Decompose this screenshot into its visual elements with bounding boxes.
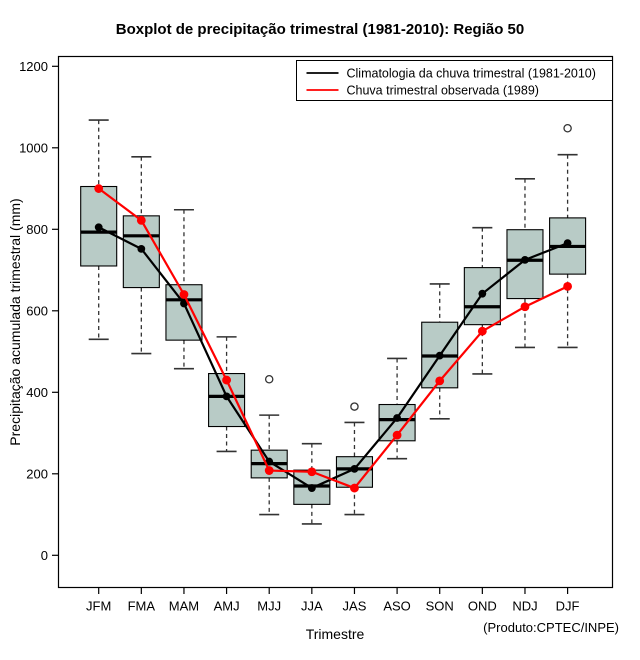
climatology-point	[223, 392, 231, 400]
iqr-box	[507, 230, 543, 299]
boxplot-JAS	[336, 403, 372, 515]
y-tick-label: 400	[26, 384, 48, 400]
climatology-point	[393, 414, 401, 422]
observed-point	[521, 302, 530, 311]
x-tick-label: ASO	[383, 598, 411, 614]
observed-point	[563, 282, 572, 291]
y-tick-label: 600	[26, 303, 48, 319]
x-axis-title: Trimestre	[305, 626, 365, 642]
climatology-point	[351, 465, 359, 473]
x-tick-label: AMJ	[213, 598, 240, 614]
x-tick-label: JFM	[86, 598, 112, 614]
climatology-point	[137, 245, 145, 253]
x-tick-label: JJA	[301, 598, 323, 614]
observed-point	[478, 327, 487, 336]
observed-point	[222, 376, 231, 385]
y-axis-title: Precipitação acumulada trimestral (mm)	[7, 198, 23, 446]
x-axis	[86, 588, 580, 614]
boxplot-JJA	[294, 444, 330, 524]
x-tick-label: MJJ	[257, 598, 282, 614]
climatology-point	[478, 290, 486, 298]
climatology-point	[308, 484, 316, 492]
boxplot-FMA	[123, 157, 159, 354]
x-tick-label: NDJ	[512, 598, 538, 614]
y-tick-label: 200	[26, 466, 48, 482]
x-tick-label: DJF	[555, 598, 580, 614]
observed-point	[94, 184, 103, 193]
boxplot-ASO	[379, 358, 415, 458]
x-tick-label: MAM	[168, 598, 200, 614]
y-axis	[19, 59, 58, 563]
outlier-point	[351, 403, 358, 410]
observed-point	[137, 216, 146, 225]
outlier-point	[564, 125, 571, 132]
climatology-point	[95, 223, 103, 231]
observed-point	[307, 467, 316, 476]
legend	[297, 61, 613, 101]
y-tick-label: 1200	[19, 58, 48, 74]
outlier-point	[266, 376, 273, 383]
boxplot-DJF	[550, 125, 586, 348]
x-tick-label: JAS	[342, 598, 367, 614]
observed-point	[435, 376, 444, 385]
legend-label-0: Climatologia da chuva trimestral (1981-2010)	[346, 66, 596, 81]
climatology-point	[564, 239, 572, 247]
observed-point	[265, 466, 274, 475]
x-tick-label: SON	[425, 598, 454, 614]
chart-title: Boxplot de precipitação trimestral (1981-2010): Região 50	[115, 21, 525, 38]
plot-border	[59, 57, 613, 588]
x-tick-label: OND	[467, 598, 497, 614]
climatology-point	[521, 256, 529, 264]
observed-point	[180, 290, 189, 299]
observed-point	[393, 431, 402, 440]
credit-text: (Produto:CPTEC/INPE)	[483, 620, 619, 635]
y-tick-label: 800	[26, 221, 48, 237]
climatology-point	[436, 352, 444, 360]
boxplot-MAM	[166, 210, 202, 369]
legend-label-1: Chuva trimestral observada (1989)	[346, 83, 539, 98]
boxplot-OND	[464, 228, 500, 374]
y-tick-label: 1000	[19, 140, 48, 156]
y-tick-label: 0	[40, 547, 48, 563]
observed-point	[350, 484, 359, 493]
x-tick-label: FMA	[127, 598, 156, 614]
